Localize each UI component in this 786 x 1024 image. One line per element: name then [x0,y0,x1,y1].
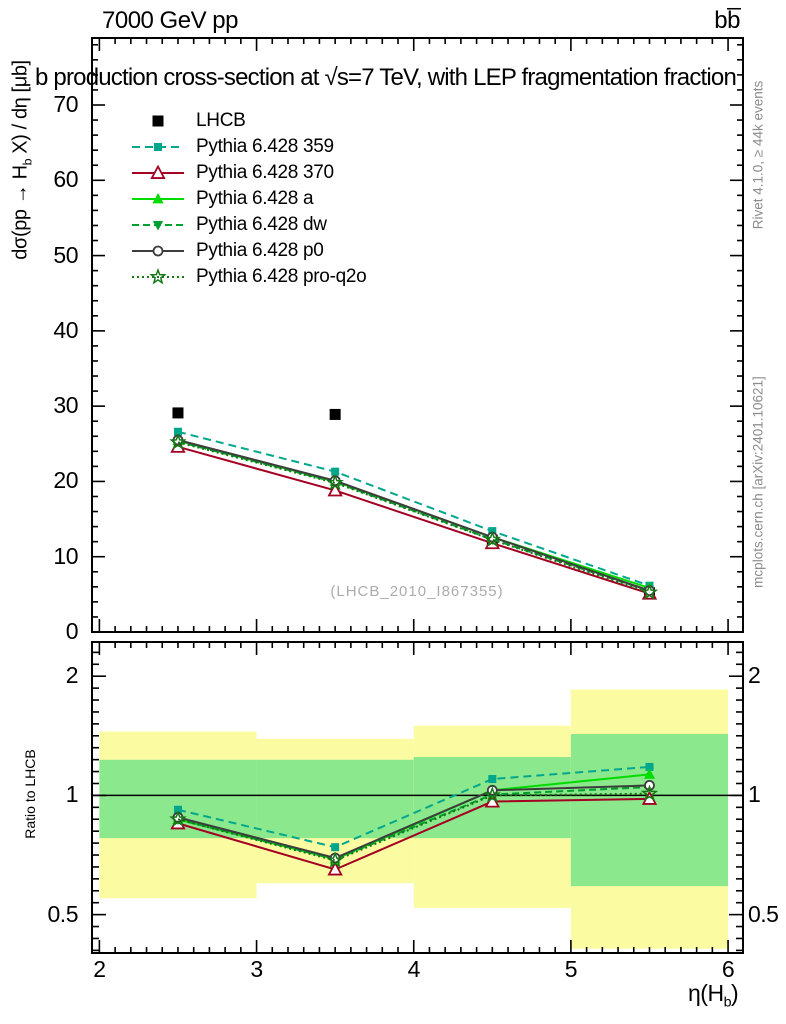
y-tick-label: 70 [53,91,78,117]
legend-marker [130,109,186,133]
x-axis-title: $\eta(H_b)$ [688,980,739,1011]
y-tick-label: 10 [53,542,78,569]
y-axis-title: $d\sigma(pp \to H_b$ X) / dη [μb] [9,60,35,260]
beam-energy-label: 7000 GeV pp [102,7,238,34]
legend-label: Pythia 6.428 dw [196,214,327,235]
data-marker [488,775,496,783]
rivet-version-note: Rivet 4.1.0, ≥ 44k events [750,80,766,230]
legend-label: Pythia 6.428 370 [196,162,334,183]
legend-marker [130,239,186,263]
y-tick-label: 60 [53,166,78,193]
x-tick-label: 2 [93,956,106,982]
ratio-tick-label-right: 0.5 [748,900,779,927]
y-tick-label: 50 [53,241,78,268]
y-tick-label: 20 [53,467,78,494]
legend-marker [130,213,186,237]
ratio-tick-label: 1 [65,781,78,808]
data-marker [154,143,162,151]
y-tick-label: 40 [53,316,78,343]
legend-item [130,212,366,238]
legend-marker [130,135,186,159]
legend-item [130,160,366,186]
legend-item [130,108,366,134]
process-label: bb̅ [714,7,740,34]
legend-item [130,134,366,160]
legend-label: Pythia 6.428 359 [196,136,334,157]
x-tick-label: 4 [407,956,420,982]
legend [130,108,366,290]
data-marker [331,843,339,851]
legend-marker [130,161,186,185]
ratio-y-axis-title: Ratio to LHCB [22,749,38,839]
legend-label: LHCB [196,110,246,131]
uncertainty-band-inner [257,760,414,838]
ratio-tick-label-right: 1 [748,781,761,808]
analysis-watermark: (LHCB_2010_I867355) [330,583,504,600]
legend-item [130,238,366,264]
legend-item [130,186,366,212]
legend-label: Pythia 6.428 pro-q2o [196,266,367,287]
plot-title: b production cross-section at √s=7 TeV, with LEP fragmentation fraction [35,64,737,91]
y-tick-label: 30 [53,392,78,419]
data-marker [154,247,163,256]
legend-item [130,264,366,290]
x-tick-label: 6 [721,956,735,982]
ratio-tick-label: 2 [65,662,78,689]
legend-label: Pythia 6.428 a [196,188,314,209]
legend-marker [130,265,186,289]
ratio-tick-label: 0.5 [47,900,78,927]
data-marker [330,409,341,420]
mcplots-reference-note: mcplots.cern.ch [arXiv:2401.10621] [750,376,766,588]
ratio-tick-label-right: 2 [748,662,761,689]
legend-label: Pythia 6.428 p0 [196,240,324,261]
legend-marker [130,187,186,211]
uncertainty-band-inner [571,734,728,886]
data-marker [172,407,183,418]
x-tick-label: 3 [250,956,263,982]
x-tick-label: 5 [564,956,578,982]
data-marker [153,116,164,127]
y-tick-label: 0 [65,618,78,644]
series-line [178,447,650,594]
